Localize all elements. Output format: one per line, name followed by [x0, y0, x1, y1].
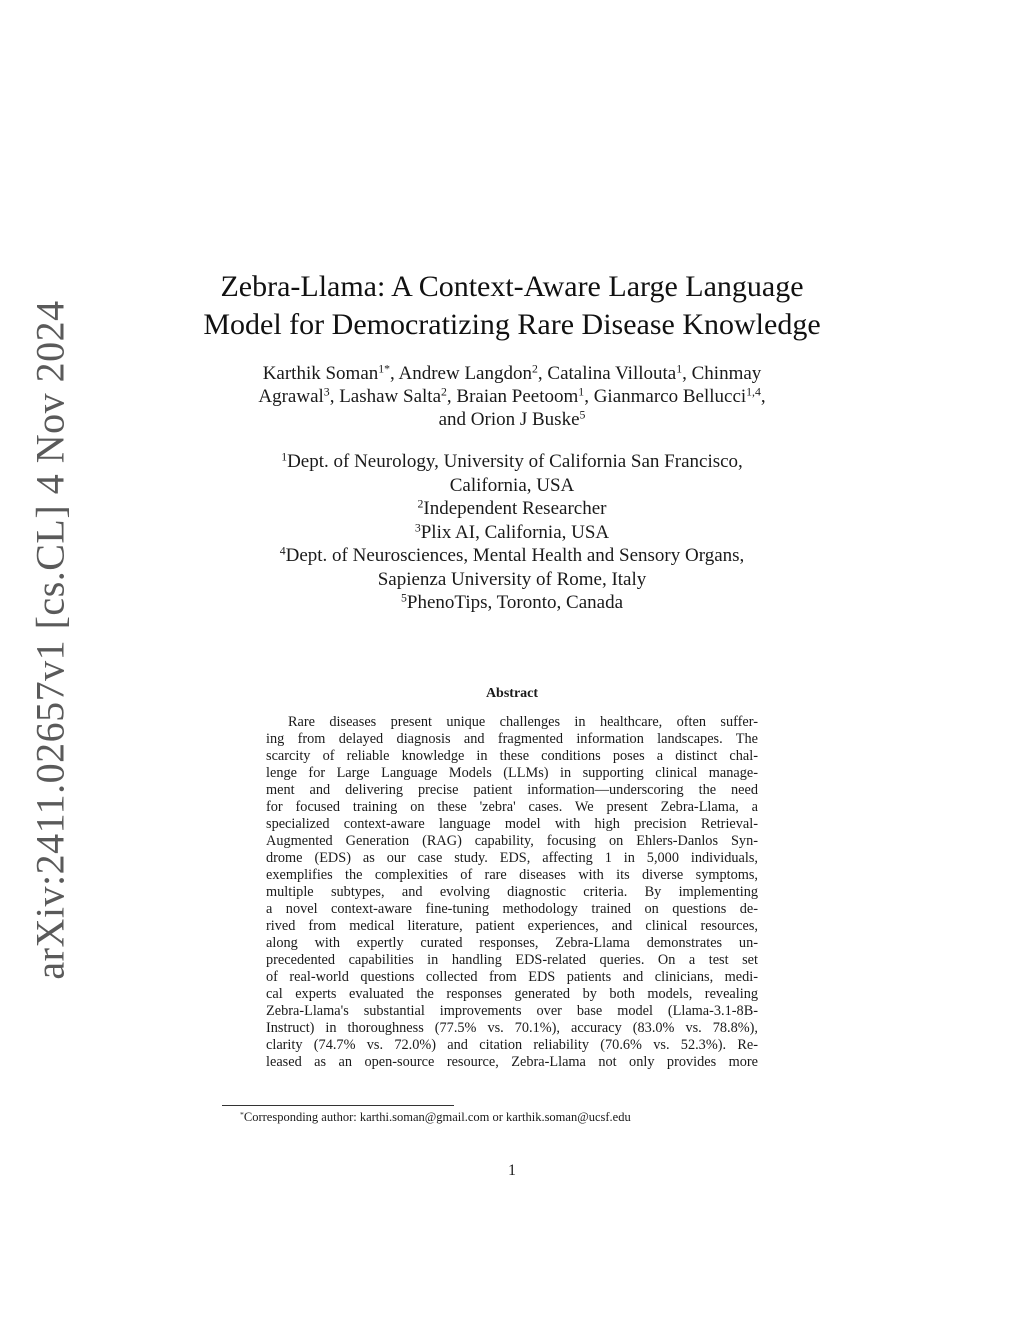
author-line [190, 408, 834, 431]
affiliation-text: Dept. of Neurology, University of California San Francisco, [287, 451, 743, 472]
abstract-line: Instruct) in thoroughness (77.5% vs. 70.1%), accuracy (83.0% vs. 78.8%), [266, 1020, 758, 1036]
affiliation-line: California, USA [449, 474, 575, 496]
author-superscript: 1* [378, 362, 391, 376]
footnote-text: Corresponding author: karthi.soman@gmail.com or karthik.soman@ucsf.edu [243, 1110, 631, 1124]
author-line [190, 362, 834, 385]
abstract-line: cal experts evaluated the responses generated by both models, revealing [266, 986, 758, 1002]
author-name: and Orion J Buske [438, 409, 580, 430]
author-name: Karthik Soman [262, 363, 379, 384]
abstract-line: along with expertly curated responses, Zebra-Llama demonstrates un- [266, 935, 758, 951]
author-superscript: 2 [441, 385, 447, 399]
abstract-line: scarcity of reliable knowledge in these conditions poses a distinct chal- [266, 748, 758, 764]
title-line: Model for Democratizing Rare Disease Knowledge [203, 308, 821, 341]
author-superscript: 3 [323, 385, 330, 399]
abstract-line: leased as an open-source resource, Zebra-Llama not only provides more [266, 1054, 758, 1070]
abstract-line: clarity (74.7% vs. 72.0%) and citation reliability (70.6% vs. 52.3%). Re- [266, 1037, 758, 1053]
abstract-line: lenge for Large Language Models (LLMs) in supporting clinical manage- [266, 765, 758, 781]
affiliation-line: Sapienza University of Rome, Italy [377, 568, 647, 590]
affiliation-superscript: 2 [417, 497, 424, 511]
affiliation-line [190, 450, 834, 474]
affiliation-superscript: 5 [400, 591, 407, 605]
abstract-line: ing from delayed diagnosis and fragmented information landscapes. The [266, 731, 758, 747]
author-name: , Braian Peetoom [446, 386, 579, 407]
title-line: Zebra-Llama: A Context-Aware Large Language [220, 270, 804, 303]
abstract-line: multiple subtypes, and evolving diagnostic criteria. By implementing [266, 884, 758, 900]
abstract-line: of real-world questions collected from EDS patients and clinicians, medi- [266, 969, 758, 985]
abstract-line: drome (EDS) as our case study. EDS, affecting 1 in 5,000 individuals, [266, 850, 758, 866]
affiliation-superscript: 3 [414, 521, 421, 535]
author-name: , Gianmarco Bellucci [584, 386, 747, 407]
abstract-line: rived from medical literature, patient experiences, and clinical resources, [266, 918, 758, 934]
abstract-line: Rare diseases present unique challenges in healthcare, often suffer- [288, 714, 758, 730]
author-superscript: 1 [676, 362, 683, 376]
affiliation-superscript: 1 [281, 450, 288, 464]
author-name: , Chinmay [682, 363, 762, 384]
author-separator: , [760, 386, 766, 407]
footnote-mark: * [240, 1109, 244, 1119]
abstract-line: a novel context-aware fine-tuning methodology trained on questions de- [266, 901, 758, 917]
abstract-line: ment and delivering precise patient information—underscoring the need [266, 782, 758, 798]
author-name: , Catalina Villouta [537, 363, 677, 384]
author-superscript: 5 [579, 408, 586, 422]
corresponding-author-footnote [240, 1110, 631, 1125]
abstract-line: specialized context-aware language model with high precision Retrieval- [266, 816, 758, 832]
affiliation-line [190, 591, 834, 615]
page-number: 1 [508, 1162, 516, 1179]
affiliation-line [190, 544, 834, 568]
author-line [190, 385, 834, 408]
paper-title [200, 268, 824, 344]
abstract-line: precedented capabilities in handling EDS-related queries. On a test set [266, 952, 758, 968]
affiliation-superscript: 4 [279, 544, 286, 558]
affiliation-text: PhenoTips, Toronto, Canada [406, 592, 623, 613]
affiliation-text: Dept. of Neurosciences, Mental Health and Sensory Organs, [285, 545, 745, 566]
affiliation-line [190, 497, 834, 521]
abstract-line: exemplifies the complexities of rare diseases with its diverse symptoms, [266, 867, 758, 883]
author-superscript: 1 [578, 385, 585, 399]
author-superscript: 2 [532, 362, 538, 376]
affiliation-text: Plix AI, California, USA [420, 521, 610, 543]
abstract-line: for focused training on these 'zebra' cases. We present Zebra-Llama, a [266, 799, 758, 815]
abstract-body [266, 714, 758, 1071]
author-name: Agrawal [258, 386, 324, 407]
affiliation-text: Independent Researcher [423, 498, 607, 519]
author-list [190, 362, 834, 431]
abstract-line: Augmented Generation (RAG) capability, focusing on Ehlers-Danlos Syn- [266, 833, 758, 849]
abstract-line: Zebra-Llama's substantial improvements over base model (Llama-3.1-8B- [266, 1003, 758, 1019]
affiliation-list [190, 450, 834, 615]
author-name: , Lashaw Salta [329, 386, 442, 407]
affiliation-line [190, 521, 834, 545]
footnote-rule [222, 1105, 454, 1106]
abstract-heading: Abstract [485, 686, 539, 701]
arxiv-identifier-stamp: arXiv:2411.02657v1 [cs.CL] 4 Nov 2024 [27, 300, 73, 980]
author-superscript: 1,4 [746, 385, 761, 399]
author-name: , Andrew Langdon [390, 363, 532, 384]
